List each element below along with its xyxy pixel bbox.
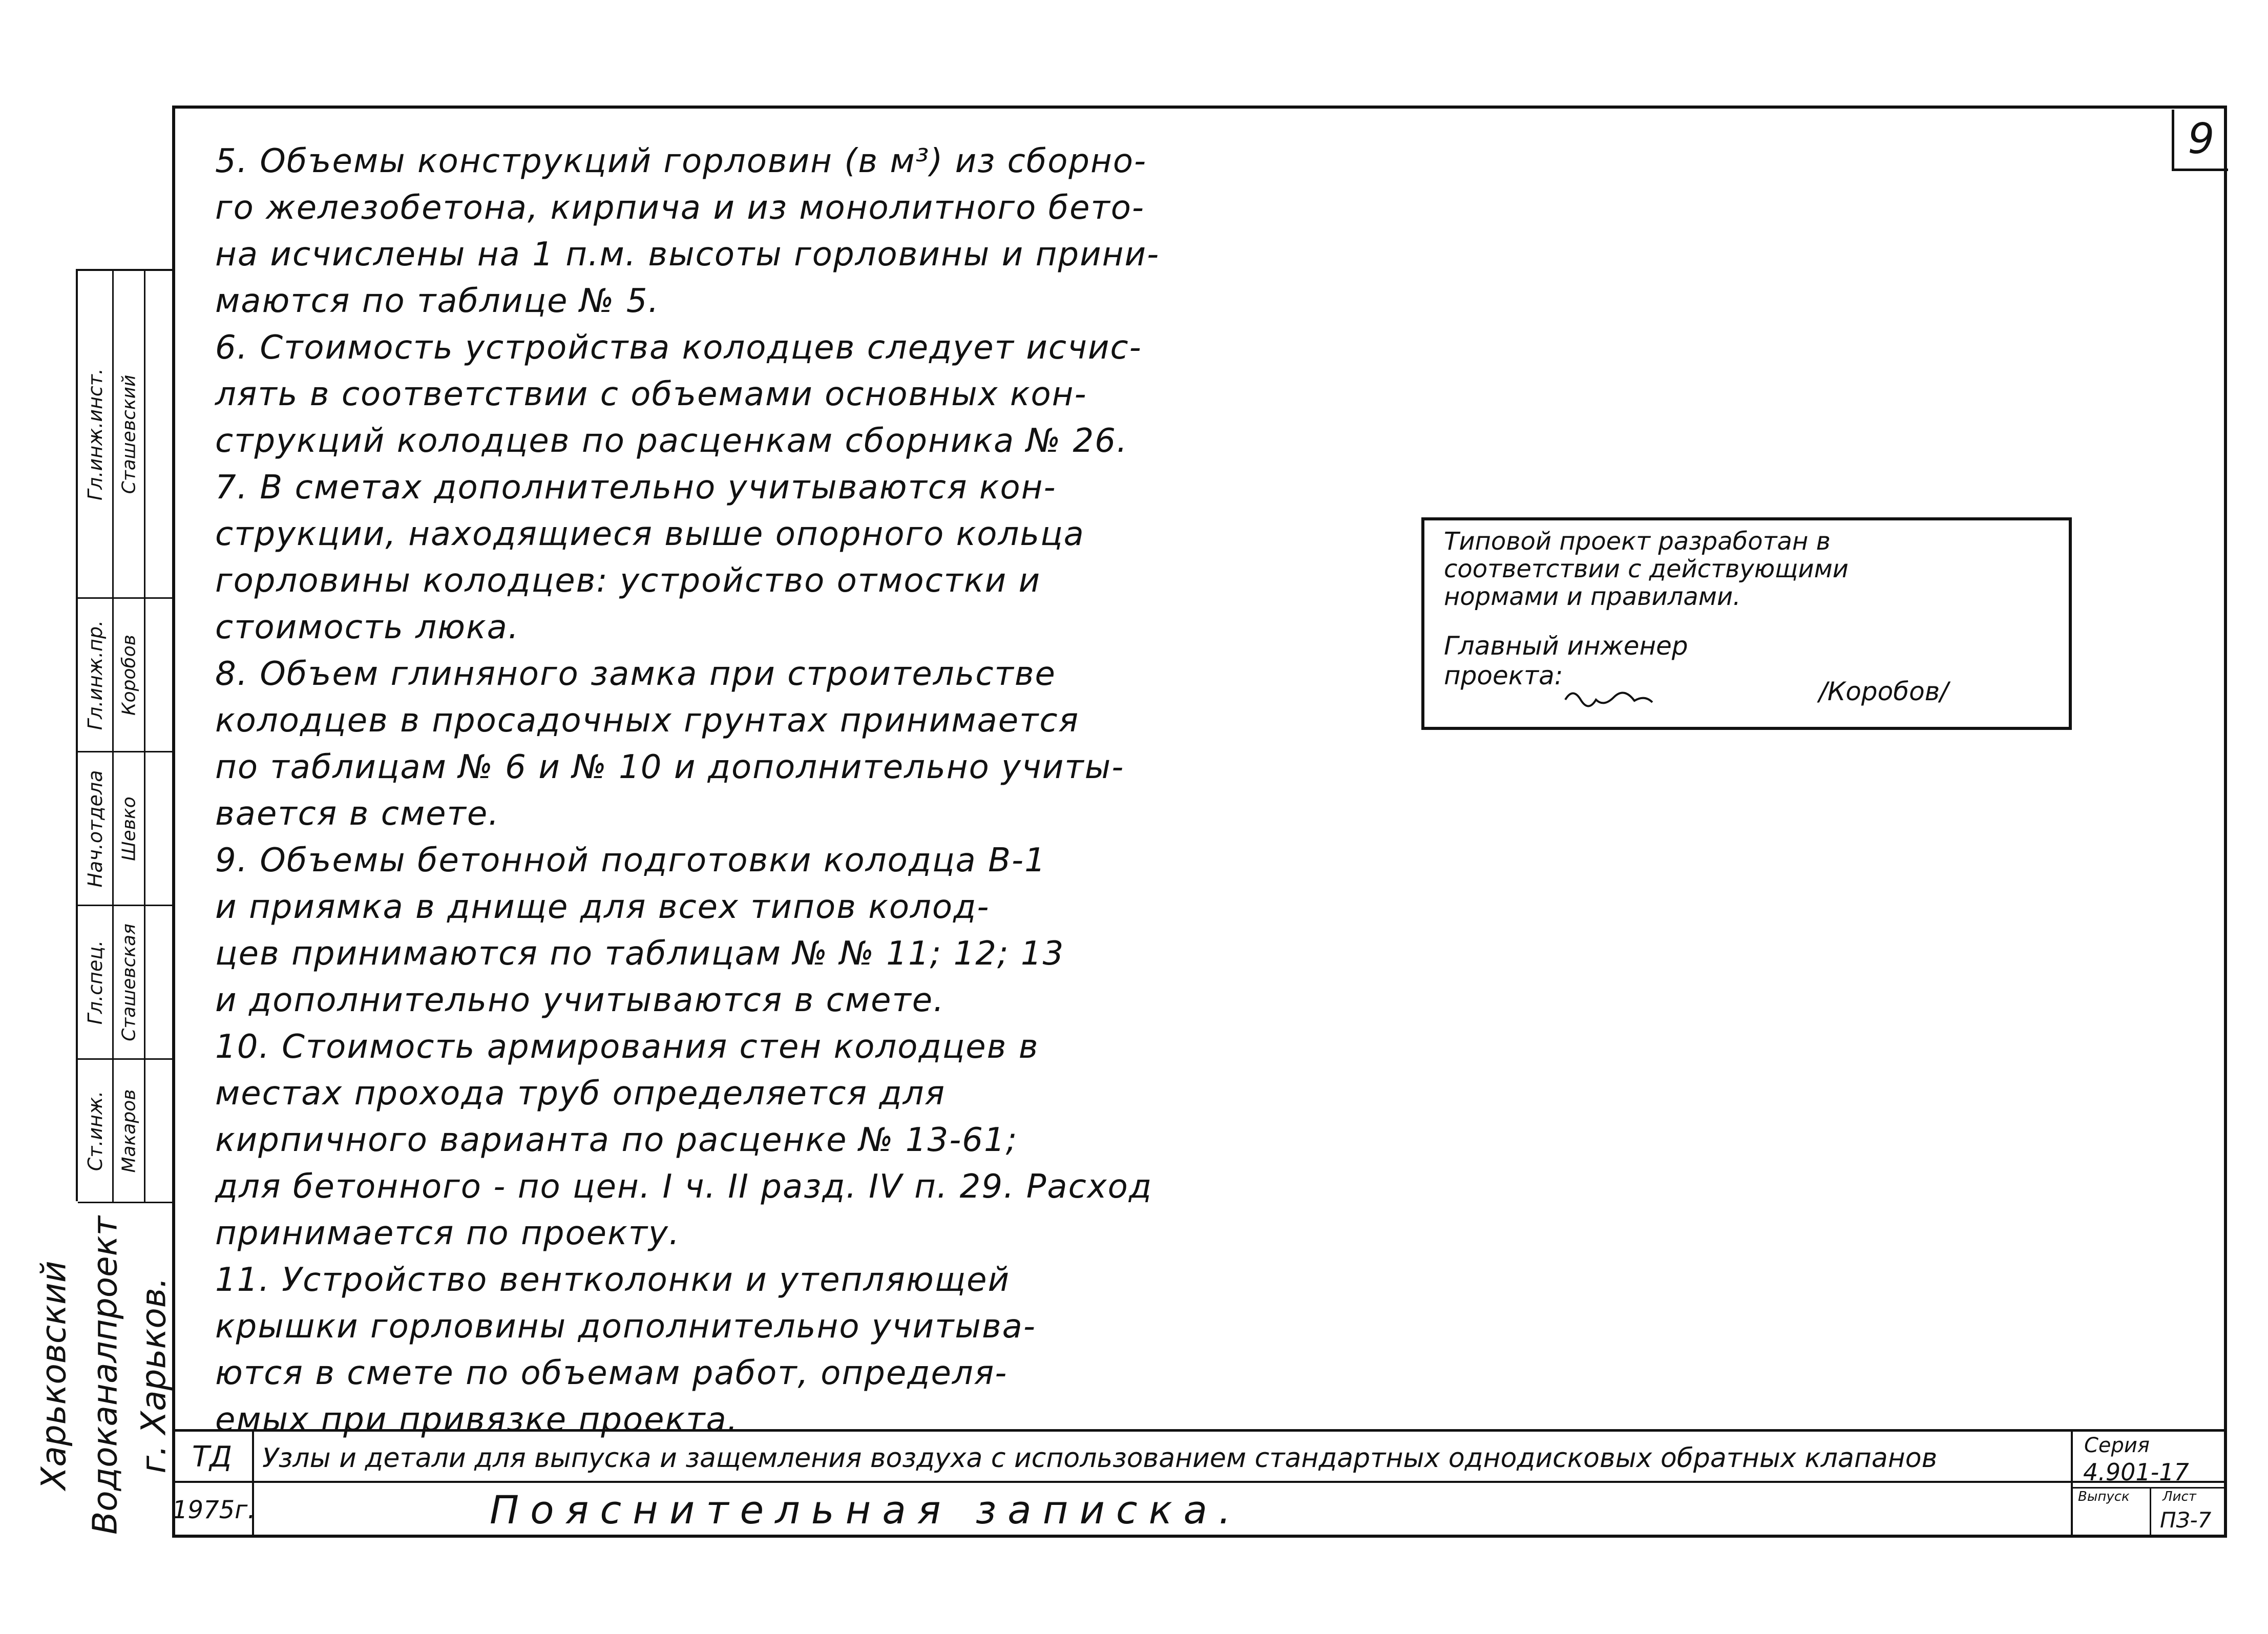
signature-mark <box>1563 684 1655 715</box>
project-description: Узлы и детали для выпуска и защемления воздуха с использованием стандартных однодисковых обратных клапанов <box>262 1443 1938 1474</box>
org-city: г. Харьков. <box>134 1277 174 1474</box>
stamp-cell: Сташевская <box>114 906 144 1060</box>
document-year: 1975г. <box>172 1483 254 1537</box>
left-approval-stamp <box>26 269 175 1537</box>
stamp-cell: Коробов <box>114 599 144 752</box>
sheet-label: Лист <box>2162 1489 2196 1504</box>
chief-engineer-label: Главный инженер проекта: <box>1444 631 1688 690</box>
stamp-names-column <box>114 271 145 1203</box>
stamp-cell: Макаров <box>114 1060 144 1203</box>
issue-label: Выпуск <box>2078 1489 2130 1504</box>
stamp-cell: Гл.инж.инст. <box>78 271 112 599</box>
org-name-line1: Харьковский <box>34 1261 74 1490</box>
document-title: Пояснительная записка. <box>490 1487 1243 1533</box>
explanatory-notes <box>215 138 1188 1443</box>
stamp-cell: Нач.отдела <box>78 752 112 906</box>
note-5: 5. Объемы конструкций горловин (в м³) из сборно- го железобетона, кирпича и из монолитного бето- на исчислены на 1 п.м. высоты горловины и прини- маются по таблице № 5. <box>215 142 1160 320</box>
document-code: ТД <box>172 1432 254 1481</box>
note-6: 6. Стоимость устройства колодцев следует исчис- лять в соответствии с объемами основных кон- струкций колодцев по расценкам сборника № 26. <box>215 329 1142 460</box>
note-10: 10. Стоимость армирования стен колодцев в местах прохода труб определяется для кирпичного варианта по расценке № 13-61; для бетонного - по цен. I ч. II разд. IV п. 29. Расход принимается по проекту. <box>215 1028 1153 1252</box>
note-11: 11. Устройство вентколонки и утепляющей крышки горловины дополнительно учитыва- ются в смете по объемам работ, определя- емых при привязке проекта. <box>215 1261 1036 1439</box>
stamp-cell: Гл.спец. <box>78 906 112 1060</box>
org-name-line2: Водоканалпроект <box>85 1216 125 1535</box>
title-block-row-description <box>172 1432 2227 1483</box>
stamp-signatures-column <box>145 271 175 1203</box>
series-label: Серия <box>2084 1434 2150 1457</box>
stamp-cell: Ст.инж. <box>78 1060 112 1203</box>
series-block <box>2071 1432 2227 1535</box>
sheet-number: 9 <box>2172 110 2228 171</box>
title-block <box>172 1429 2227 1538</box>
approval-stamp <box>1421 517 2072 730</box>
approval-statement: Типовой проект разработан в соответствии с действующими нормами и правилами. <box>1444 527 1849 611</box>
series-value: 4.901-17 <box>2083 1458 2189 1486</box>
stamp-roles-column <box>78 271 114 1203</box>
sheet-value: ПЗ-7 <box>2160 1507 2212 1533</box>
stamp-cell: Гл.инж.пр. <box>78 599 112 752</box>
chief-engineer-name: /Коробов/ <box>1819 677 1949 706</box>
note-8: 8. Объем глиняного замка при строительстве колодцев в просадочных грунтах принимается по таблицам № 6 и № 10 и дополнительно учиты- вается в смете. <box>215 655 1125 833</box>
stamp-cell: Сташевский <box>114 271 144 599</box>
note-9: 9. Объемы бетонной подготовки колодца В-1 и приямка в днище для всех типов колод- цев принимаются по таблицам № № 11; 12; 13 и дополнительно учитываются в смете. <box>215 842 1065 1019</box>
note-7: 7. В сметах дополнительно учитываются кон- струкции, находящиеся выше опорного кольца горловины колодцев: устройство отмостки и стоимость люка. <box>215 469 1085 646</box>
stamp-grid <box>76 269 175 1201</box>
stamp-cell: Шевко <box>114 752 144 906</box>
